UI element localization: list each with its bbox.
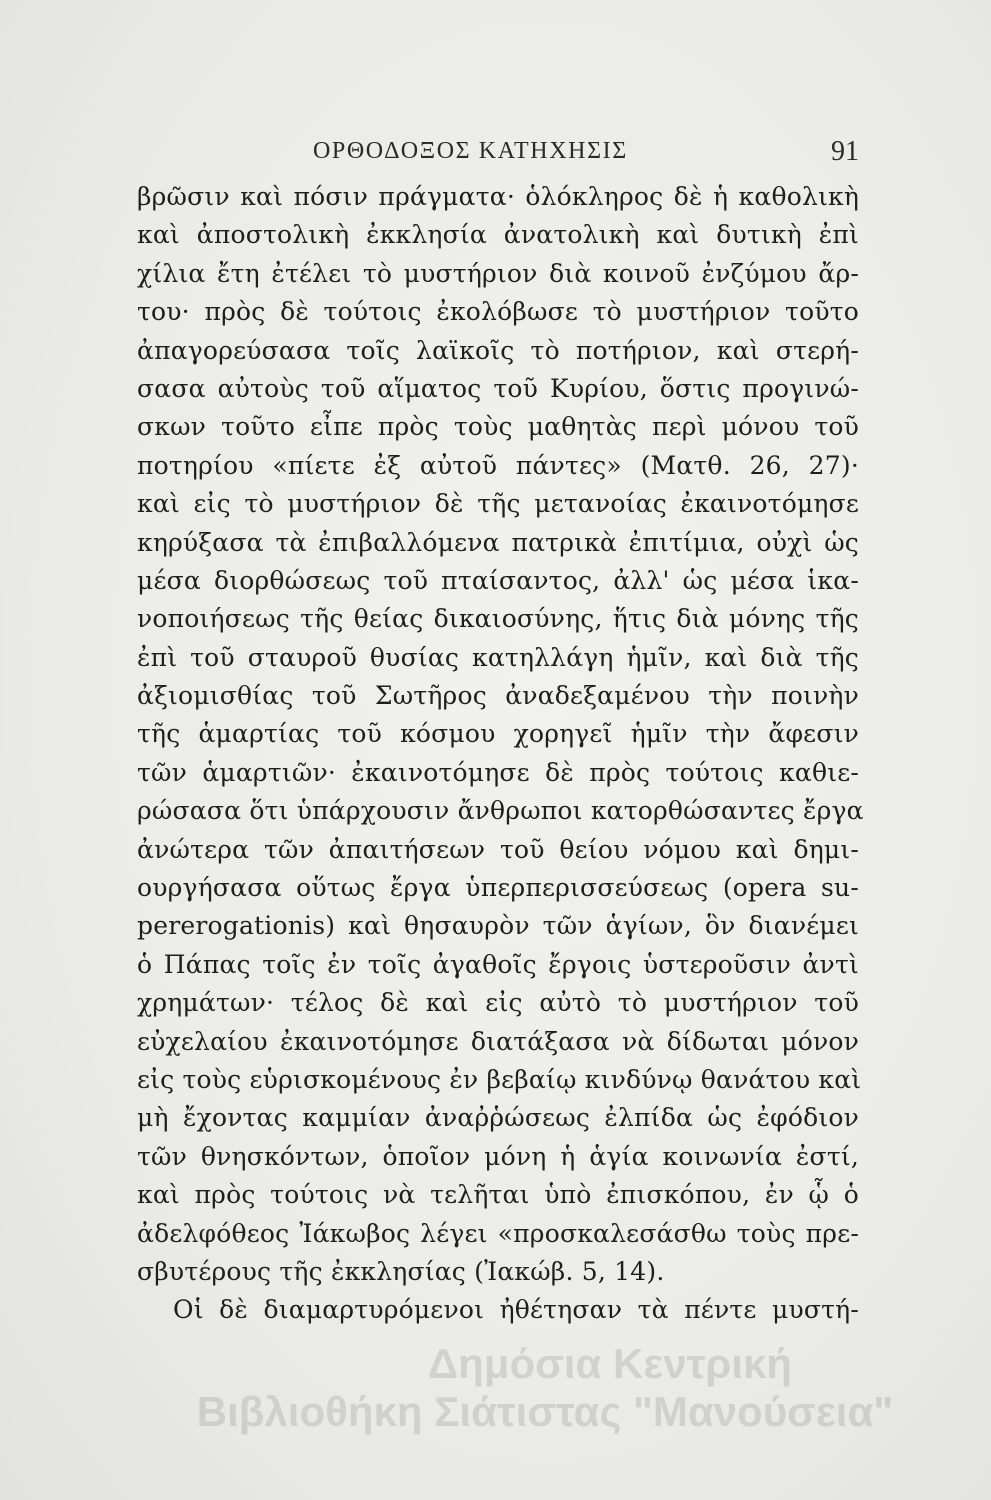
text-line: εὐχελαίου ἐκαινοτόμησε διατάξασα νὰ δίδωται μόνον (137, 1026, 859, 1056)
header-title: ΟΡΘΟΔΟΞΟΣ ΚΑΤΗΧΗΣΙΣ (313, 138, 628, 164)
text-line: Οἱ δὲ διαμαρτυρόμενοι ἠθέτησαν τὰ πέντε μυστή- (173, 1295, 859, 1325)
text-line: κηρύξασα τὰ ἐπιβαλλόμενα πατρικὰ ἐπιτίμια, οὐχὶ ὡς (137, 527, 859, 557)
text-line: νοποιήσεως τῆς θείας δικαιοσύνης, ἥτις διὰ μόνης τῆς (137, 604, 859, 634)
text-line: ἀδελφόθεος Ἰάκωβος λέγει «προσκαλεσάσθω τοὺς πρε- (137, 1218, 859, 1248)
body-text (137, 178, 864, 1330)
text-line: ἀνώτερα τῶν ἀπαιτήσεων τοῦ θείου νόμου καὶ δημι- (137, 834, 859, 864)
text-line: τῆς ἁμαρτίας τοῦ κόσμου χορηγεῖ ἡμῖν τὴν ἄφεσιν (137, 719, 859, 749)
text-line: ποτηρίου «πίετε ἐξ αὐτοῦ πάντες» (Ματθ. 26, 27)· (137, 450, 859, 480)
text-line: σκων τοῦτο εἶπε πρὸς τοὺς μαθητὰς περὶ μόνου τοῦ (137, 412, 859, 442)
text-line: τῶν θνησκόντων, ὁποῖον μόνη ἡ ἁγία κοινωνία ἐστί, (137, 1141, 859, 1171)
text-line: ἀπαγορεύσασα τοῖς λαϊκοῖς τὸ ποτήριον, καὶ στερή- (137, 335, 859, 365)
text-line: τῶν ἁμαρτιῶν· ἐκαινοτόμησε δὲ πρὸς τούτοις καθιε- (137, 757, 859, 787)
page-number: 91 (831, 136, 859, 167)
text-line: εἰς τοὺς εὑρισκομένους ἐν βεβαίῳ κινδύνῳ θανάτου καὶ (137, 1064, 862, 1094)
text-line: σασα αὐτοὺς τοῦ αἵματος τοῦ Κυρίου, ὅστις προγινώ- (137, 373, 859, 403)
library-watermark-line2: Βιβλιοθήκη Σιάτιστας "Μανούσεια" (196, 1388, 894, 1435)
text-line: καὶ ἀποστολικὴ ἐκκλησία ἀνατολικὴ καὶ δυτικὴ ἐπὶ (137, 220, 859, 250)
text-line: σβυτέρους τῆς ἐκκλησίας (Ἰακώβ. 5, 14). (137, 1256, 665, 1286)
text-line: βρῶσιν καὶ πόσιν πράγματα· ὁλόκληρος δὲ ἡ καθολικὴ (137, 182, 859, 211)
text-line: ρώσασα ὅτι ὑπάρχουσιν ἄνθρωποι κατορθώσαντες ἔργα (137, 796, 864, 826)
text-line: ουργήσασα οὕτως ἔργα ὑπερπερισσεύσεως (opera su- (137, 873, 859, 903)
text-line: ὁ Πάπας τοῖς ἐν τοῖς ἀγαθοῖς ἔργοις ὑστεροῦσιν ἀντὶ (137, 949, 859, 979)
running-header (137, 136, 859, 170)
text-line: μέσα διορθώσεως τοῦ πταίσαντος, ἀλλ' ὡς μέσα ἱκα- (137, 565, 859, 595)
text-line: καὶ εἰς τὸ μυστήριον δὲ τῆς μετανοίας ἐκαινοτόμησε (137, 489, 859, 519)
text-line: του· πρὸς δὲ τούτοις ἐκολόβωσε τὸ μυστήριον τοῦτο (137, 297, 859, 327)
text-line: καὶ πρὸς τούτοις νὰ τελῆται ὑπὸ ἐπισκόπου, ἐν ᾧ ὁ (137, 1180, 859, 1210)
text-line: ἀξιομισθίας τοῦ Σωτῆρος ἀναδεξαμένου τὴν ποινὴν (137, 681, 859, 711)
text-line: ἐπὶ τοῦ σταυροῦ θυσίας κατηλλάγη ἡμῖν, καὶ διὰ τῆς (137, 642, 859, 672)
text-line: χίλια ἔτη ἐτέλει τὸ μυστήριον διὰ κοινοῦ ἐνζύμου ἄρ- (137, 258, 859, 288)
text-line: pererogationis) καὶ θησαυρὸν τῶν ἁγίων, ὃν διανέμει (137, 911, 859, 941)
library-watermark-line1: Δημόσια Κεντρική (427, 1340, 793, 1387)
text-line: μὴ ἔχοντας καμμίαν ἀναῤῥώσεως ἐλπίδα ὡς ἐφόδιον (137, 1103, 859, 1133)
text-line: χρημάτων· τέλος δὲ καὶ εἰς αὐτὸ τὸ μυστήριον τοῦ (137, 988, 859, 1018)
